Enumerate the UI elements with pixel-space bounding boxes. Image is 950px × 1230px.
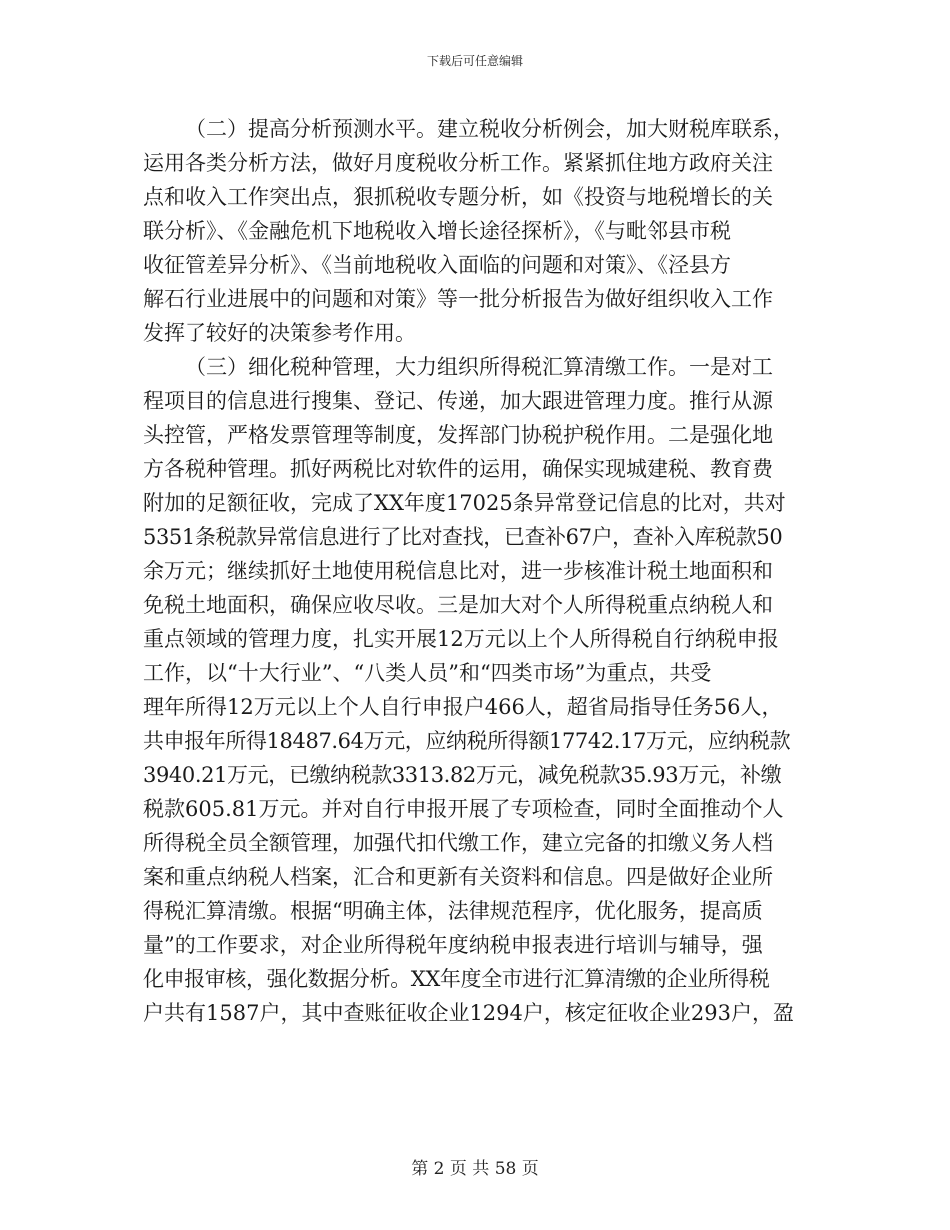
paragraph-line: 解石行业进展中的问题和对策》等一批分析报告为做好组织收入工作	[143, 287, 773, 311]
paragraph-line: 点和收入工作突出点，狠抓税收专题分析，如《投资与地税增长的关	[143, 185, 773, 209]
paragraph-line: （三）细化税种管理，大力组织所得税汇算清缴工作。一是对工	[185, 355, 773, 379]
paragraph-line: 免税土地面积，确保应收尽收。三是加大对个人所得税重点纳税人和	[143, 593, 773, 617]
paragraph-line: 所得税全员全额管理，加强代扣代缴工作，建立完备的扣缴义务人档	[143, 831, 773, 855]
paragraph-line: （二）提高分析预测水平。建立税收分析例会，加大财税库联系，	[185, 117, 794, 141]
paragraph-line: 发挥了较好的决策参考作用。	[143, 321, 416, 345]
page-header: 下载后可任意编辑	[426, 54, 523, 68]
paragraph-line: 5351条税款异常信息进行了比对查找，已查补67户，查补入库税款50	[143, 525, 783, 549]
paragraph-line: 户共有1587户，其中查账征收企业1294户，核定征收企业293户，盈	[143, 1001, 794, 1025]
paragraph-line: 化申报审核，强化数据分析。XX年度全市进行汇算清缴的企业所得税	[143, 967, 770, 991]
paragraph-line: 案和重点纳税人档案，汇合和更新有关资料和信息。四是做好企业所	[143, 865, 773, 889]
paragraph-line: 理年所得12万元以上个人自行申报户466人，超省局指导任务56人，	[143, 695, 783, 719]
paragraph-line: 附加的足额征收，完成了XX年度17025条异常登记信息的比对，共对	[143, 491, 786, 515]
paragraph-line: 程项目的信息进行搜集、登记、传递，加大跟进管理力度。推行从源	[143, 389, 773, 413]
paragraph-line: 联分析》、《金融危机下地税收入增长途径探析》，《与毗邻县市税	[143, 219, 731, 243]
paragraph-line: 收征管差异分析》、《当前地税收入面临的问题和对策》、《泾县方	[143, 253, 731, 277]
document-body	[143, 112, 810, 1030]
paragraph-line: 运用各类分析方法，做好月度税收分析工作。紧紧抓住地方政府关注	[143, 151, 773, 175]
paragraph-line: 方各税种管理。抓好两税比对软件的运用，确保实现城建税、教育费	[143, 457, 773, 481]
paragraph-line: 头控管，严格发票管理等制度，发挥部门协税护税作用。二是强化地	[143, 423, 773, 447]
page-footer: 第 2 页 共 58 页	[411, 1159, 539, 1179]
paragraph-line: 得税汇算清缴。根据“明确主体，法律规范程序，优化服务，提高质	[143, 899, 763, 923]
paragraph-line: 工作，以“十大行业”、“八类人员”和“四类市场”为重点，共受	[143, 661, 712, 685]
paragraph-line: 重点领域的管理力度，扎实开展12万元以上个人所得税自行纳税申报	[143, 627, 779, 651]
paragraph-line: 3940.21万元，已缴纳税款3313.82万元，减免税款35.93万元，补缴	[143, 763, 782, 787]
paragraph-line: 共申报年所得18487.64万元，应纳税所得额17742.17万元，应纳税款	[143, 729, 791, 753]
paragraph-line: 量”的工作要求，对企业所得税年度纳税申报表进行培训与辅导，强	[143, 933, 763, 957]
paragraph-line: 税款605.81万元。并对自行申报开展了专项检查，同时全面推动个人	[143, 797, 784, 821]
paragraph-line: 余万元；继续抓好土地使用税信息比对，进一步核准计税土地面积和	[143, 559, 773, 583]
